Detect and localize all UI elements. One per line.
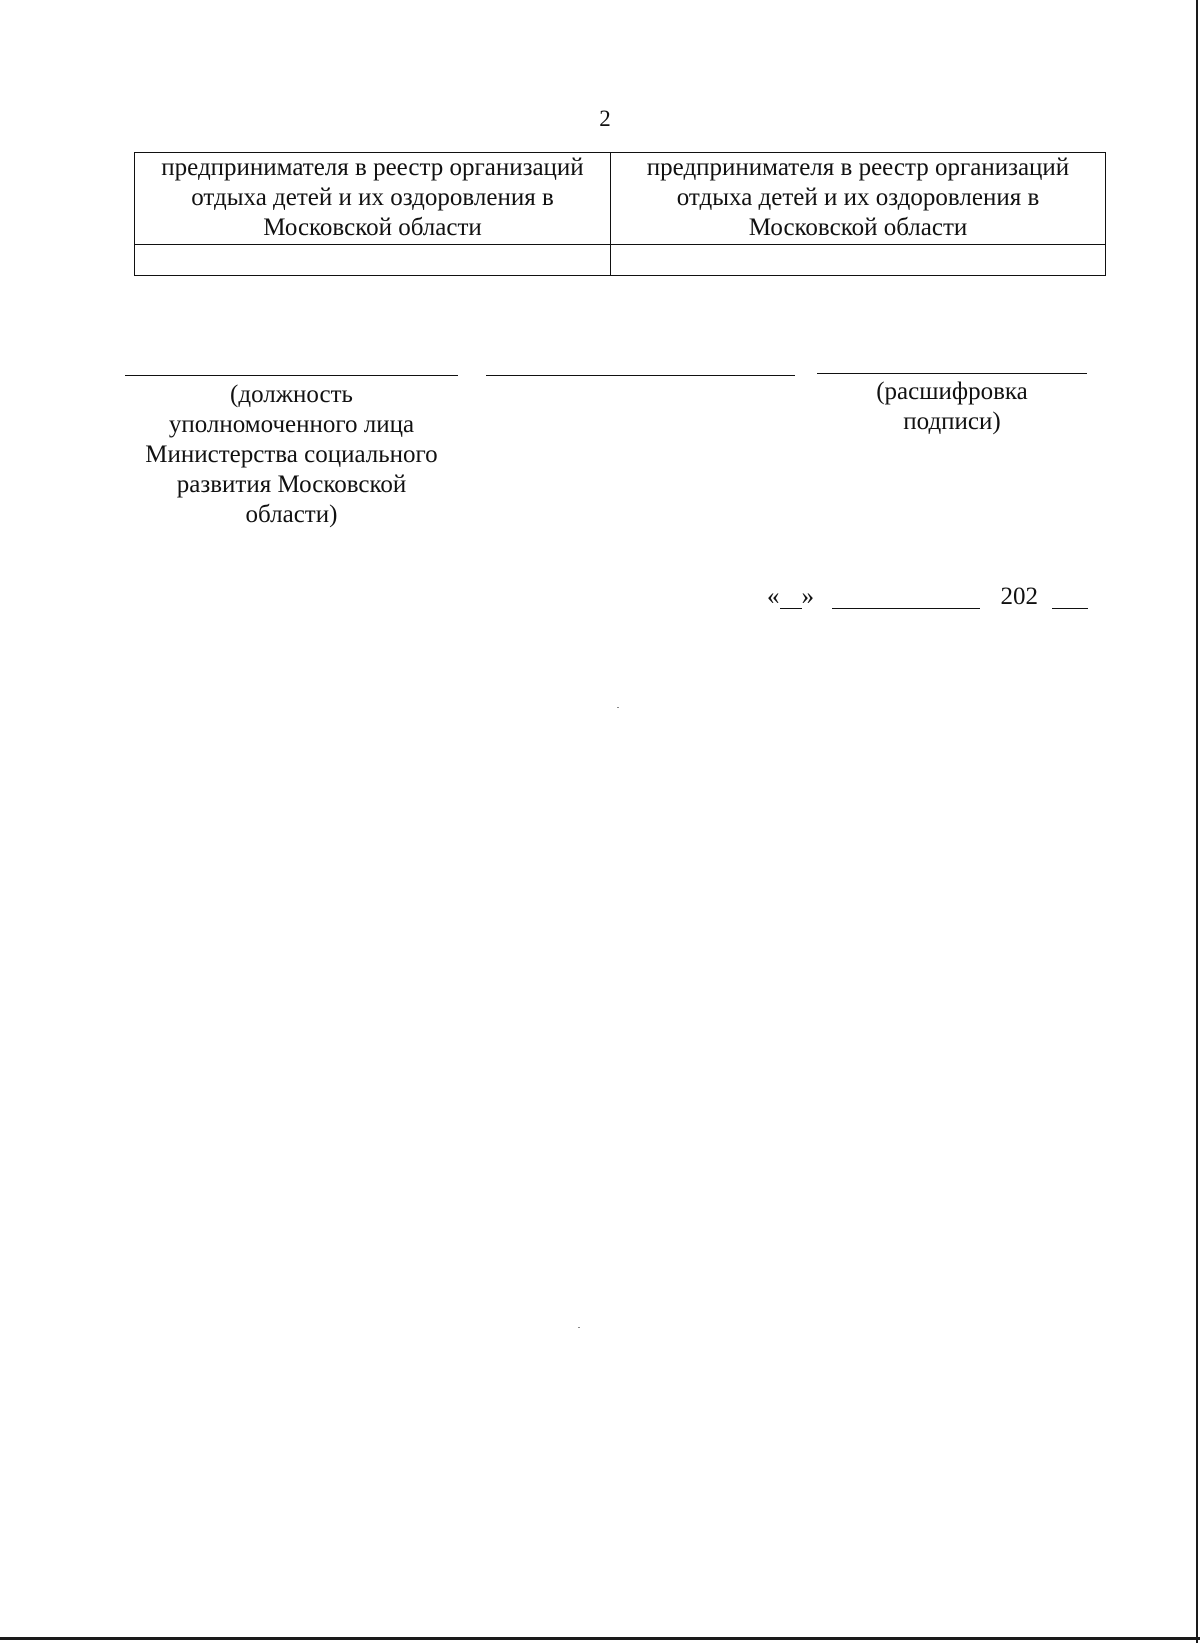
position-caption-line-3: Министерства социального [145,441,438,468]
month-blank [832,582,980,609]
table-row-empty [135,245,1106,276]
scan-edge-bottom [0,1637,1200,1640]
position-caption [125,380,458,530]
year-prefix: 202 [1000,583,1038,610]
date-close-quote: » [801,583,814,610]
table-cell-left: предпринимателя в реестр организаций отдыха детей и их оздоровления в Московской области [135,153,611,245]
decoding-caption-line-2: подписи) [903,408,1001,435]
scan-speck [578,1327,580,1328]
decoding-caption [817,377,1087,437]
table-cell-empty-left [135,245,611,276]
table-cell-right: предпринимателя в реестр организаций отдыха детей и их оздоровления в Московской области [611,153,1106,245]
position-caption-line-5: области) [245,501,338,528]
table-row [135,153,1106,245]
decoding-caption-line-1: (расшифровка [876,378,1028,405]
day-blank [780,582,802,609]
scan-speck [617,707,619,708]
decoding-signature-line [817,373,1087,374]
position-caption-line-1: (должность [230,381,353,408]
date-open-quote: « [767,583,780,610]
position-caption-line-4: развития Московской [176,471,407,498]
date-field [767,582,1088,614]
position-signature-line [125,375,458,376]
year-blank [1052,582,1088,609]
scan-edge-right [1196,0,1198,1643]
registry-table [134,152,1106,276]
page-number: 2 [599,106,611,131]
signature-line [486,375,795,376]
table-cell-empty-right [611,245,1106,276]
position-caption-line-2: уполномоченного лица [168,411,415,438]
